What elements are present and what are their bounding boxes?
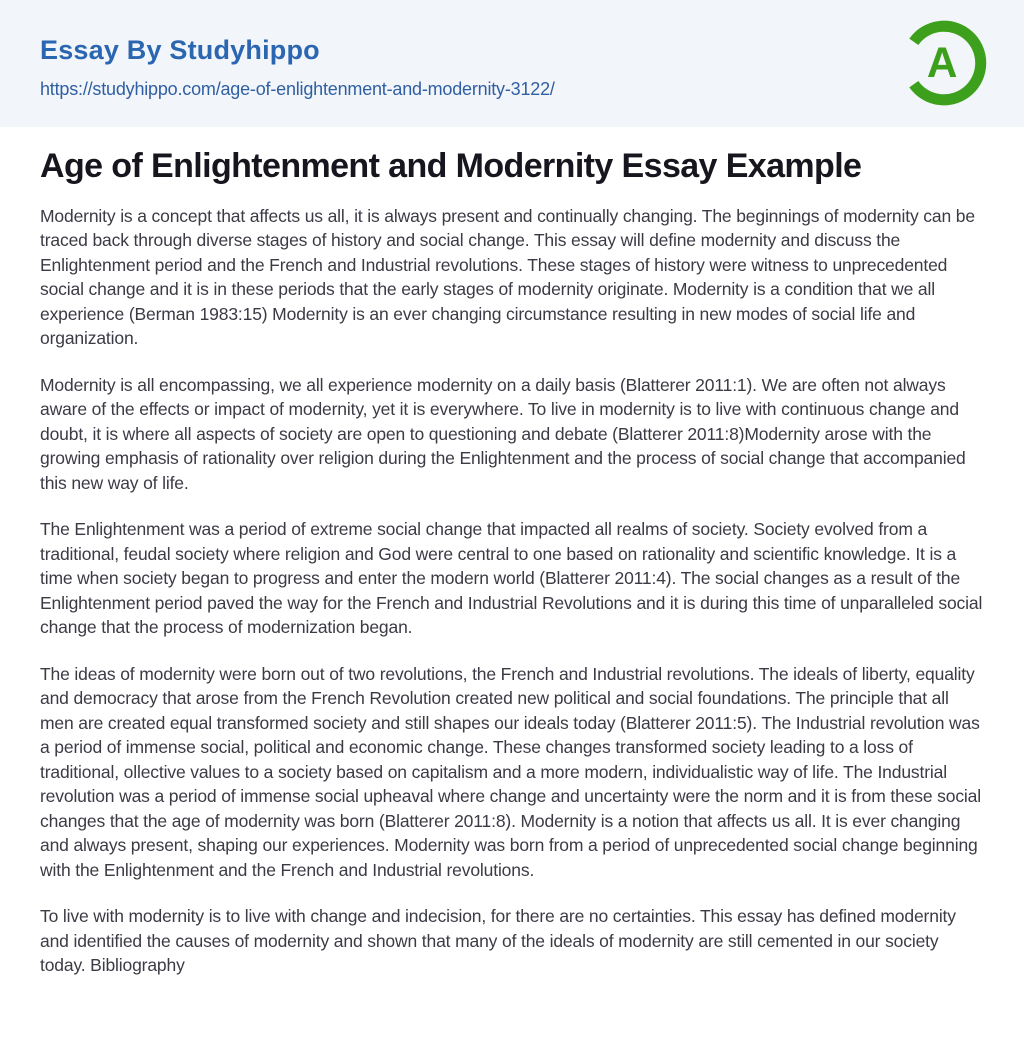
logo-letter: A [926,38,958,86]
essay-paragraph-1: Modernity is a concept that affects us all, it is always present and continually changing. The beginnings of modernity can be traced back through diverse stages of history and social change. This essay will define modernity and discuss the Enlightenment period and the French and Industrial revolutions. These stages of history were witness to unprecedented social change and it is in these periods that the early stages of modernity originate. Modernity is a condition that we all experience (Berman 1983:15) Modernity is an ever changing circumstance resulting in new modes of social life and organization. [40,205,975,349]
essay-paragraph-3: The Enlightenment was a period of extreme social change that impacted all realms of society. Society evolved from a traditional, feudal society where religion and God were central to one based on rationality and scientific knowledge. It is a time when society began to progress and enter the modern world (Blatterer 2011:4). The social changes as a result of the Enlightenment period paved the way for the French and Industrial Revolutions and it is during this time of unparalleled social change that the process of modernization began. [40,519,983,638]
brand-title: Essay By Studyhippo [40,35,320,65]
essay-paragraph-5: To live with modernity is to live with change and indecision, for there are no certainties. This essay has defined modernity and identified the causes of modernity and shown that many of the ideals of modernity are still cemented in our society today. Bibliography [40,906,956,976]
essay-title: Age of Enlightenment and Modernity Essay Example [40,147,862,185]
page-header [0,0,1024,127]
source-url-link[interactable]: https://studyhippo.com/age-of-enlightenment-and-modernity-3122/ [40,78,555,99]
essay-article [0,127,1024,978]
essay-paragraph-4: The ideas of modernity were born out of two revolutions, the French and Industrial revolutions. The ideals of liberty, equality and democracy that arose from the French Revolution created new political and social foundations. The principle that all men are created equal transformed society and still shapes our ideals today (Blatterer 2011:5). The Industrial revolution was a period of immense social, political and economic change. These changes transformed society leading to a loss of traditional, ollective values to a society based on capitalism and a more modern, individualistic way of life. The Industrial revolution was a period of immense social upheaval where change and uncertainty were the norm and it is from these social changes that the age of modernity was born (Blatterer 2011:8). Modernity is a notion that affects us all. It is ever changing and always present, shaping our experiences. Modernity was born from a period of unprecedented social change beginning with the Enlightenment and the French and Industrial revolutions. [40,663,981,880]
essay-paragraph-2: Modernity is all encompassing, we all experience modernity on a daily basis (Blatterer 2011:1). We are often not always aware of the effects or impact of modernity, yet it is everywhere. To live in modernity is to live with continuous change and doubt, it is where all aspects of society are open to questioning and debate (Blatterer 2011:8)Modernity arose with the growing emphasis of rationality over religion during the Enlightenment and the process of social change that accompanied this new way of life. [40,374,966,493]
studyhippo-logo-icon [898,17,990,109]
